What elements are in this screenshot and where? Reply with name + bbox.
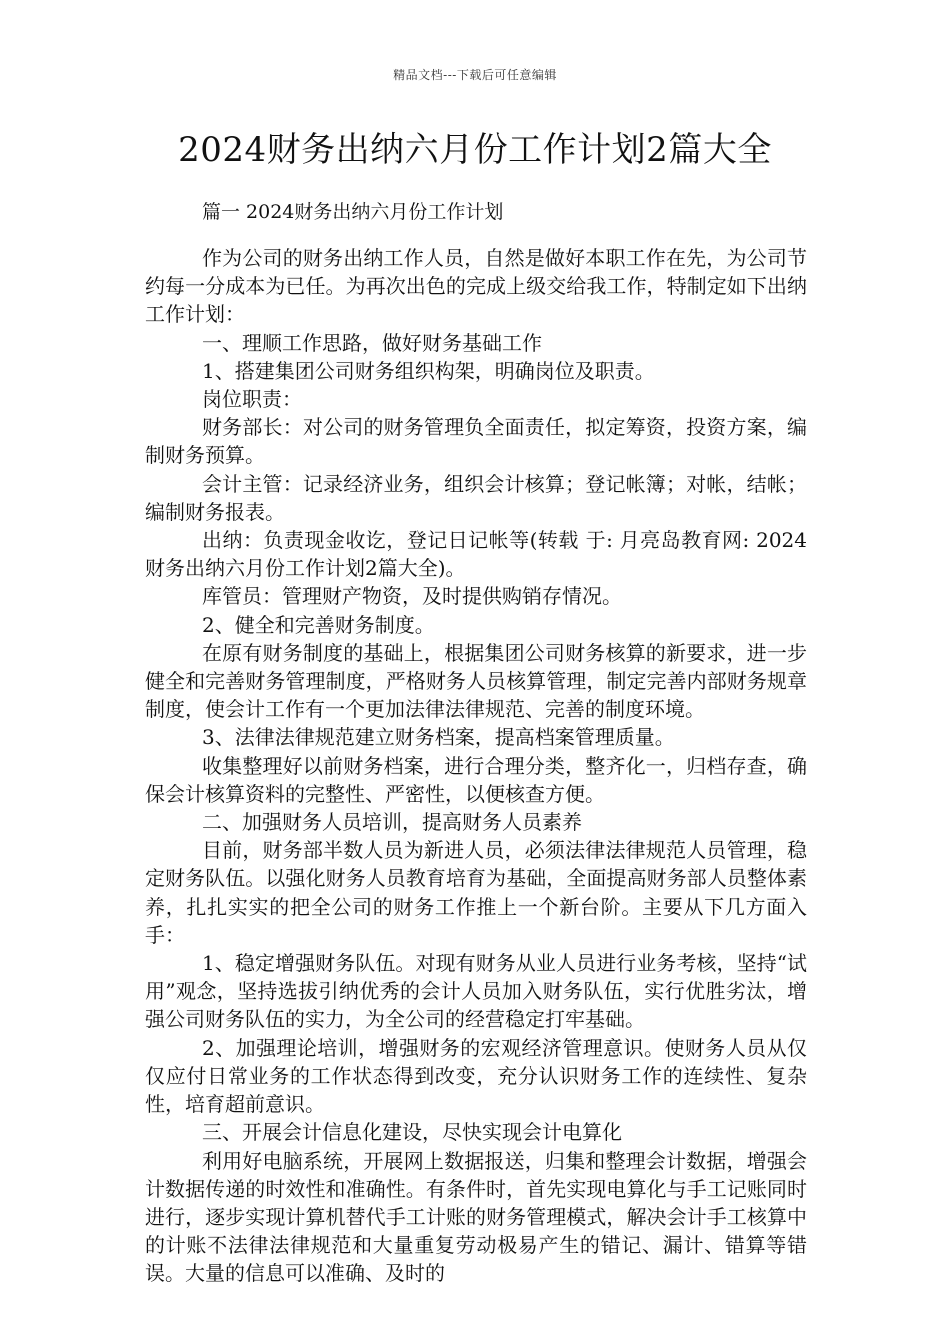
section-heading: 篇一 2024财务出纳六月份工作计划 xyxy=(202,201,504,223)
paragraph: 三、开展会计信息化建设，尽快实现会计电算化 xyxy=(202,1120,622,1145)
paragraph: 在原有财务制度的基础上，根据集团公司财务核算的新要求，进一步健全和完善财务管理制度，严格财务人员核算管理，制定完善内部财务规章制度，使会计工作有一个更加法律法律规范、完善的制度环境。 xyxy=(145,640,807,722)
header-note: 精品文档---下载后可任意编辑 xyxy=(393,68,557,82)
paragraph: 收集整理好以前财务档案，进行合理分类，整齐化一，归档存查，确保会计核算资料的完整性、严密性，以便核查方便。 xyxy=(145,753,807,806)
paragraph: 岗位职责： xyxy=(202,387,302,412)
paragraph: 财务部长：对公司的财务管理负全面责任，拟定筹资，投资方案，编制财务预算。 xyxy=(145,415,807,468)
paragraph: 一、理顺工作思路，做好财务基础工作 xyxy=(202,330,542,355)
document-title: 2024财务出纳六月份工作计划2篇大全 xyxy=(178,130,772,170)
paragraph: 出纳：负责现金收讫，登记日记帐等(转载 于: 月亮岛教育网: 2024财务出纳六月份工作计划2篇大全)。 xyxy=(145,528,807,581)
paragraph: 作为公司的财务出纳工作人员，自然是做好本职工作在先，为公司节约每一分成本为已任。为再次出色的完成上级交给我工作，特制定如下出纳工作计划： xyxy=(145,246,807,327)
paragraph: 1、稳定增强财务队伍。对现有财务从业人员进行业务考核，坚持“试用”观念，坚持选拔引纳优秀的会计人员加入财务队伍，实行优胜劣汰，增强公司财务队伍的实力，为全公司的经营稳定打牢基础。 xyxy=(145,951,807,1032)
paragraph: 二、加强财务人员培训，提高财务人员素养 xyxy=(202,810,582,835)
paragraph: 目前，财务部半数人员为新进人员，必须法律法律规范人员管理，稳定财务队伍。以强化财务人员教育培育为基础，全面提高财务部人员整体素养，扎扎实实的把全公司的财务工作推上一个新台阶。主要从下几方面入手： xyxy=(145,838,807,947)
paragraph: 2、健全和完善财务制度。 xyxy=(202,612,435,637)
paragraph: 利用好电脑系统，开展网上数据报送，归集和整理会计数据，增强会计数据传递的时效性和准确性。有条件时，首先实现电算化与手工记账同时进行，逐步实现计算机替代手工计账的财务管理模式，解决会计手工核算中的计账不法律法律规范和大量重复劳动极易产生的错记、漏计、错算等错误。大量的信息可以准确、及时的 xyxy=(145,1148,807,1286)
paragraph: 1、搭建集团公司财务组织构架，明确岗位及职责。 xyxy=(202,358,655,383)
paragraph: 3、法律法律规范建立财务档案，提高档案管理质量。 xyxy=(202,725,675,750)
paragraph: 库管员：管理财产物资，及时提供购销存情况。 xyxy=(202,584,622,609)
document-body xyxy=(145,244,807,1288)
paragraph: 2、加强理论培训，增强财务的宏观经济管理意识。使财务人员从仅仅应付日常业务的工作状态得到改变，充分认识财务工作的连续性、复杂性，培育超前意识。 xyxy=(145,1035,807,1117)
paragraph: 会计主管：记录经济业务，组织会计核算；登记帐簿；对帐，结帐；编制财务报表。 xyxy=(145,471,807,524)
